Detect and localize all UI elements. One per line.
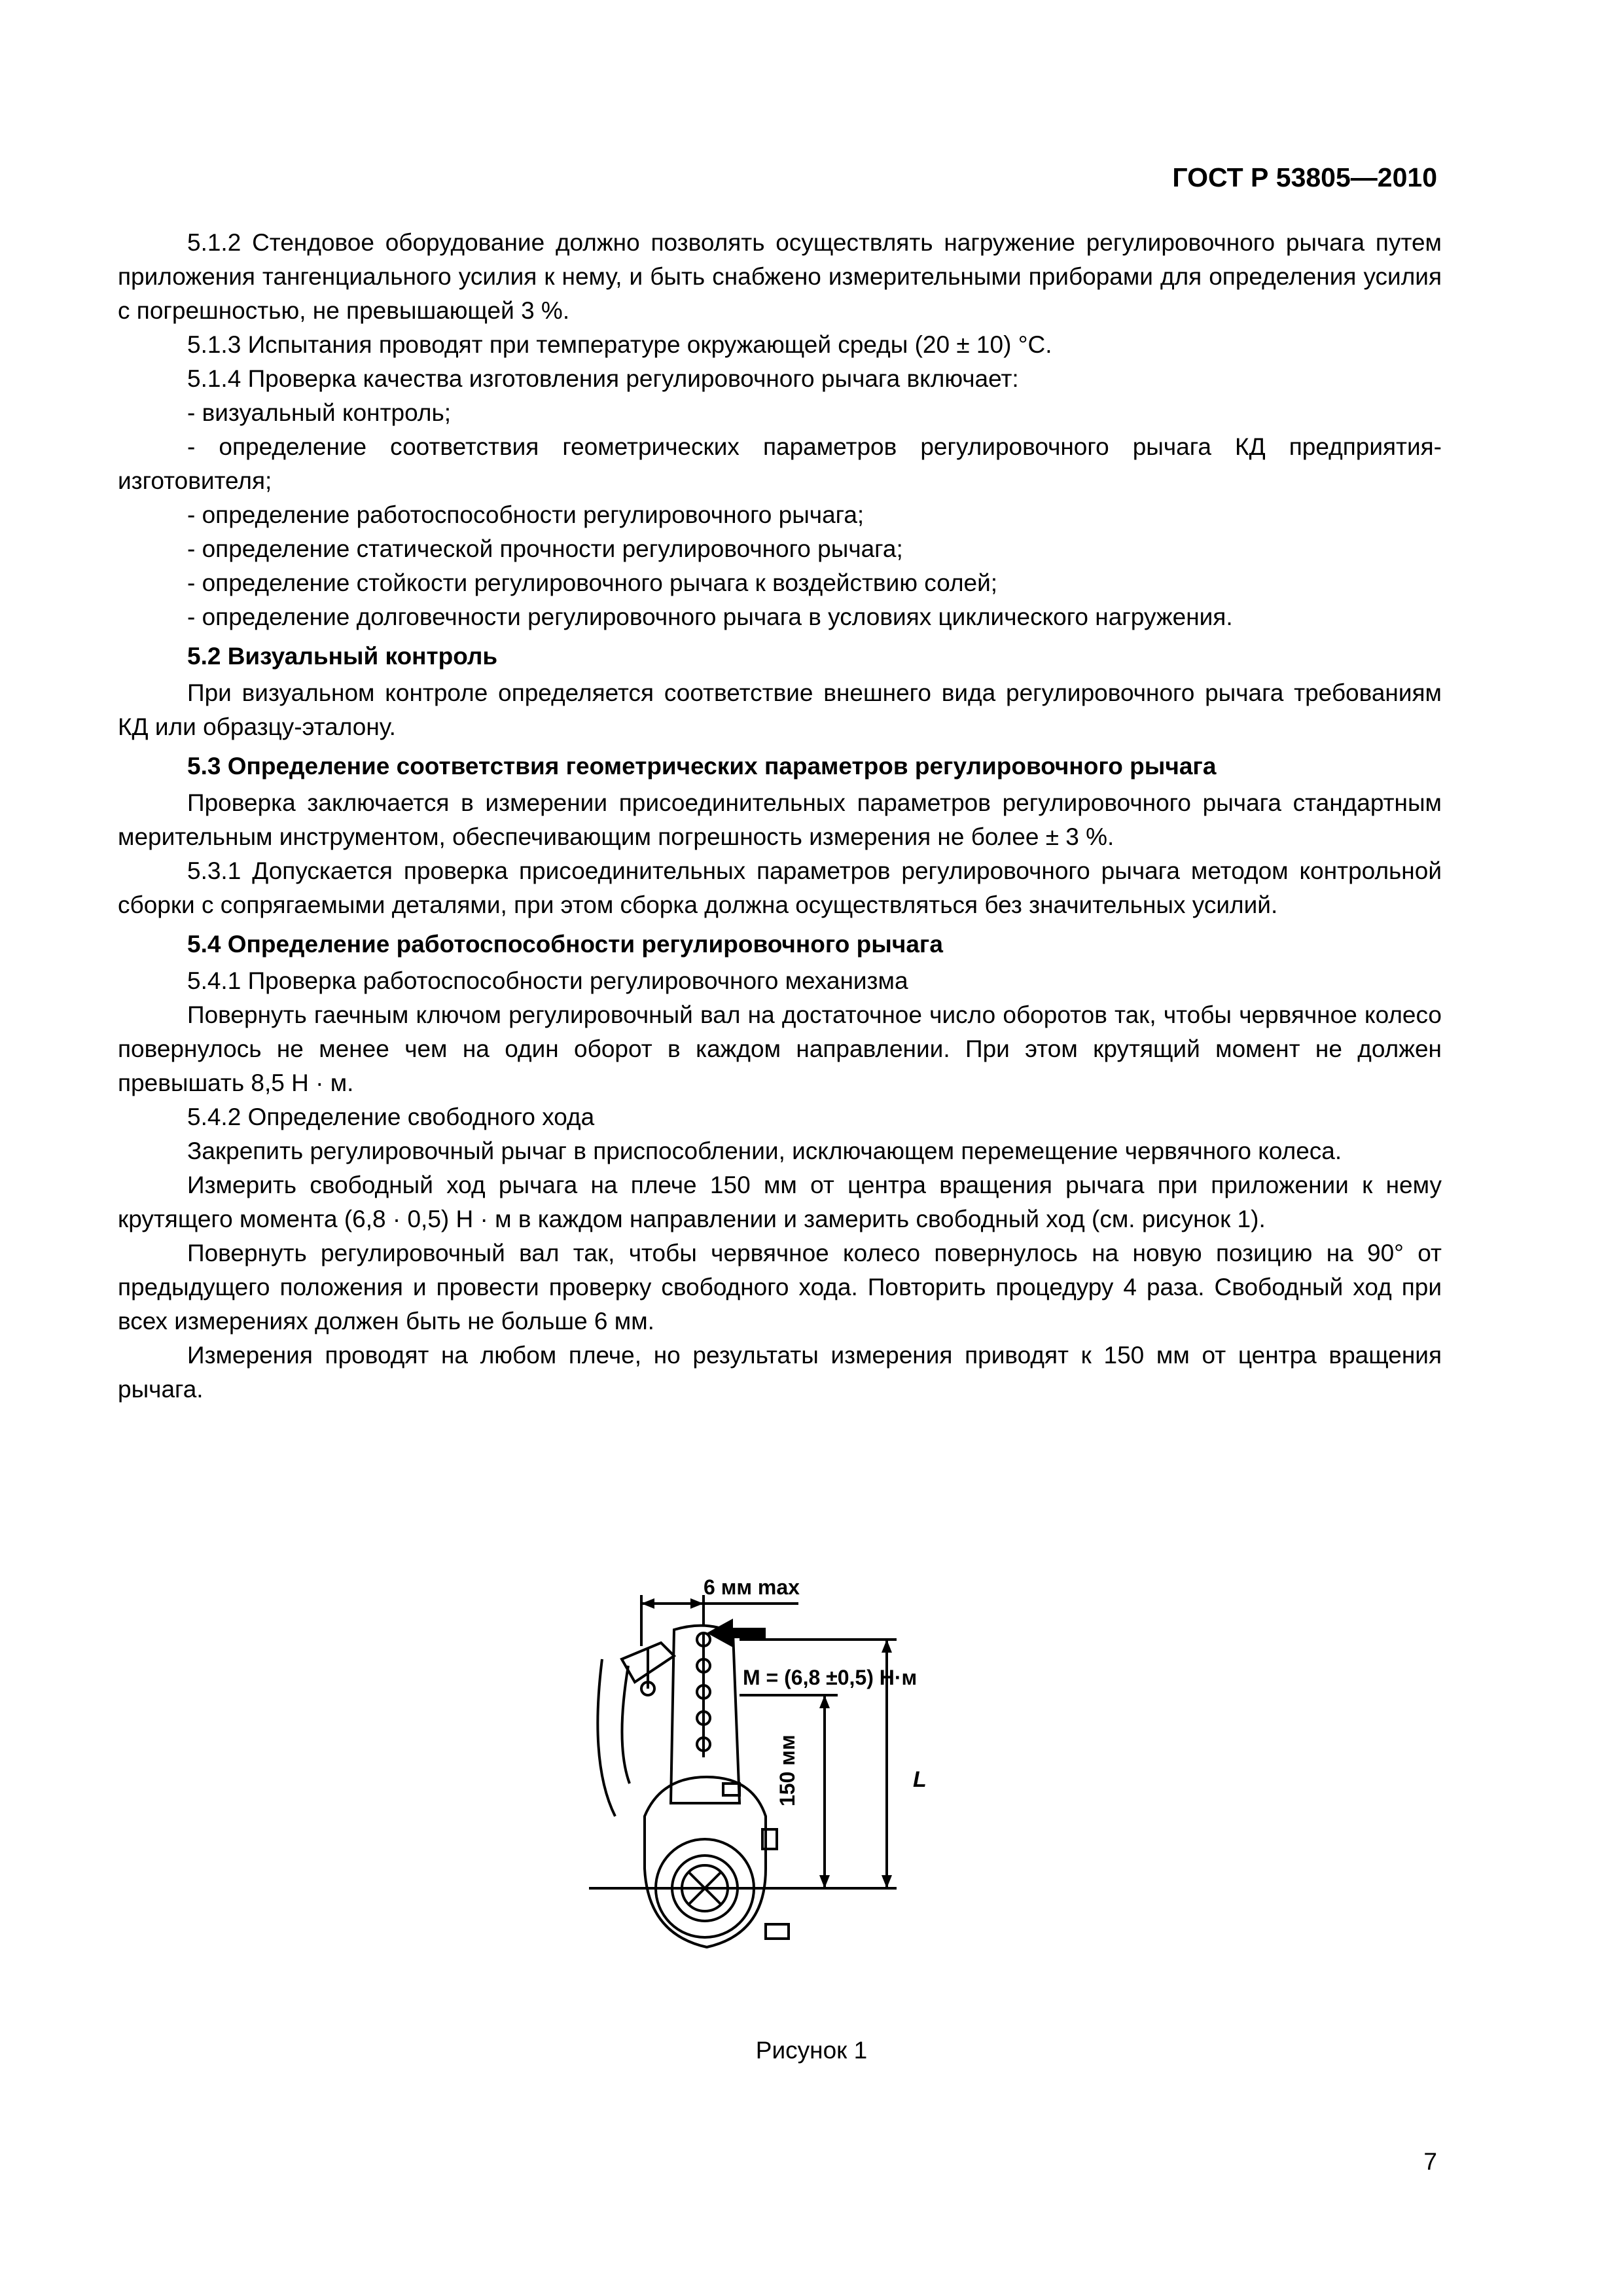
- list-item: - определение работоспособности регулировочного рычага;: [187, 501, 865, 528]
- paragraph: Повернуть регулировочный вал так, чтобы червячное колесо повернулось на новую позицию на 90° от предыдущего положения и провести проверку свободного хода. Повторить процедуру 4 раза. Свободный ход при всех измерениях должен быть не больше 6 мм.: [118, 1240, 1442, 1335]
- list-item: - визуальный контроль;: [187, 399, 452, 426]
- paragraph: Закрепить регулировочный рычаг в приспособлении, исключающем перемещение червячного колеса.: [187, 1138, 1342, 1164]
- page-number: 7: [1423, 2148, 1437, 2175]
- paragraph: Измерения проводят на любом плече, но результаты измерения приводят к 150 мм от центра вращения рычага.: [118, 1342, 1442, 1403]
- paragraph: 5.1.3 Испытания проводят при температуре окружающей среды (20 ± 10) °С.: [187, 331, 1052, 358]
- list-item: - определение долговечности регулировочного рычага в условиях циклического нагружения.: [187, 603, 1233, 630]
- paragraph: 5.3.1 Допускается проверка присоединительных параметров регулировочного рычага методом контрольной сборки с сопрягаемыми деталями, при этом сборка должна осуществляться без значительных усилий.: [118, 857, 1442, 918]
- figure-label-L: L: [913, 1767, 927, 1792]
- figure-caption: Рисунок 1: [755, 2037, 868, 2064]
- figure-label-150mm: 150 мм: [776, 1734, 799, 1806]
- list-item: - определение статической прочности регулировочного рычага;: [187, 535, 903, 562]
- paragraph: Измерить свободный ход рычага на плече 150 мм от центра вращения рычага при приложении к нему крутящего момента (6,8 · 0,5) Н · м в каждом направлении и замерить свободный ход (см. рисунок 1).: [118, 1172, 1442, 1232]
- paragraph: 5.1.2 Стендовое оборудование должно позволять осуществлять нагружение регулировочного рычага путем приложения тангенциального усилия к нему, и быть снабжено измерительными приборами для определения усилия с погрешностью, не превышающей 3 %.: [118, 229, 1442, 324]
- paragraph: 5.4.1 Проверка работоспособности регулировочного механизма: [187, 967, 908, 994]
- paragraph: Повернуть гаечным ключом регулировочный вал на достаточное число оборотов так, чтобы червячное колесо повернулось не менее чем на один оборот в каждом направлении. При этом крутящий момент не должен превышать 8,5 Н · м.: [118, 1001, 1442, 1096]
- figure-label-free-play: 6 мм max: [704, 1575, 800, 1599]
- section-heading-5-3: 5.3 Определение соответствия геометрических параметров регулировочного рычага: [187, 753, 1217, 780]
- figure-1-drawing: [576, 1568, 1034, 2013]
- list-item: - определение соответствия геометрических параметров регулировочного рычага КД предприятия-изготовителя;: [118, 433, 1442, 494]
- list-item: - определение стойкости регулировочного рычага к воздействию солей;: [187, 569, 998, 596]
- document-body: [118, 226, 1442, 1407]
- paragraph: 5.1.4 Проверка качества изготовления регулировочного рычага включает:: [187, 365, 1019, 392]
- paragraph: 5.4.2 Определение свободного хода: [187, 1103, 595, 1130]
- section-heading-5-4: 5.4 Определение работоспособности регулировочного рычага: [187, 931, 943, 958]
- section-heading-5-2: 5.2 Визуальный контроль: [187, 643, 498, 670]
- figure-label-moment: M = (6,8 ±0,5) Н·м: [743, 1666, 918, 1689]
- document-code: ГОСТ Р 53805—2010: [1172, 162, 1437, 192]
- paragraph: При визуальном контроле определяется соответствие внешнего вида регулировочного рычага требованиям КД или образцу-эталону.: [118, 679, 1442, 740]
- paragraph: Проверка заключается в измерении присоединительных параметров регулировочного рычага стандартным мерительным инструментом, обеспечивающим погрешность измерения не более ± 3 %.: [118, 789, 1442, 850]
